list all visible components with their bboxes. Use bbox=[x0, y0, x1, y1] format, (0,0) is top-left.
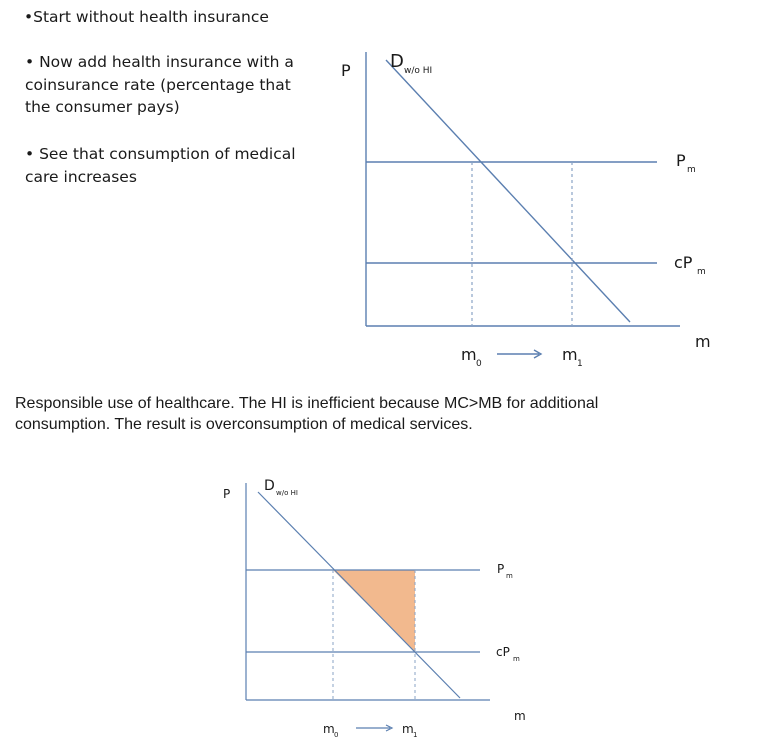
bullet-consumption-increases: • See that consumption of medical care increases bbox=[25, 145, 296, 186]
top-x-axis-label: m bbox=[695, 332, 711, 351]
top-m0-sub: 0 bbox=[476, 359, 482, 369]
explanation-text: Responsible use of healthcare. The HI is inefficient because MC>MB for additional consumption. The result is overconsumption of medical services. bbox=[15, 395, 599, 433]
bottom-y-axis-label: P bbox=[223, 487, 231, 501]
bottom-m1-sub: 1 bbox=[413, 731, 418, 739]
bottom-x-axis-label: m bbox=[514, 709, 526, 723]
top-pm-sub: m bbox=[687, 165, 696, 175]
top-pm-label: P bbox=[676, 151, 686, 170]
top-diagram bbox=[341, 51, 711, 369]
bottom-pm-sub: m bbox=[506, 572, 513, 580]
bottom-pm-label: P bbox=[497, 562, 505, 576]
top-demand-label: D bbox=[390, 51, 404, 72]
bottom-demand-sub: w/o HI bbox=[276, 489, 298, 497]
bottom-m0-label: m bbox=[323, 722, 335, 736]
bottom-demand-line bbox=[258, 492, 460, 698]
bullet-add-insurance: • Now add health insurance with a coinsurance rate (percentage that the consumer pays) bbox=[25, 53, 294, 116]
top-m0-label: m bbox=[461, 345, 477, 364]
top-cpm-label: cP bbox=[674, 253, 693, 272]
bottom-cpm-sub: m bbox=[513, 655, 520, 663]
bullet-start: •Start without health insurance bbox=[24, 8, 269, 26]
bottom-m1-label: m bbox=[402, 722, 414, 736]
bottom-demand-label: D bbox=[264, 478, 275, 494]
bottom-m0-sub: 0 bbox=[334, 731, 339, 739]
bottom-cpm-label: cP bbox=[496, 645, 510, 659]
top-m1-label: m bbox=[562, 345, 578, 364]
top-demand-sub: w/o HI bbox=[404, 66, 433, 76]
bottom-diagram bbox=[223, 478, 526, 739]
top-m1-sub: 1 bbox=[577, 359, 583, 369]
top-y-axis-label: P bbox=[341, 61, 351, 80]
top-cpm-sub: m bbox=[697, 267, 706, 277]
top-demand-line bbox=[386, 60, 630, 322]
